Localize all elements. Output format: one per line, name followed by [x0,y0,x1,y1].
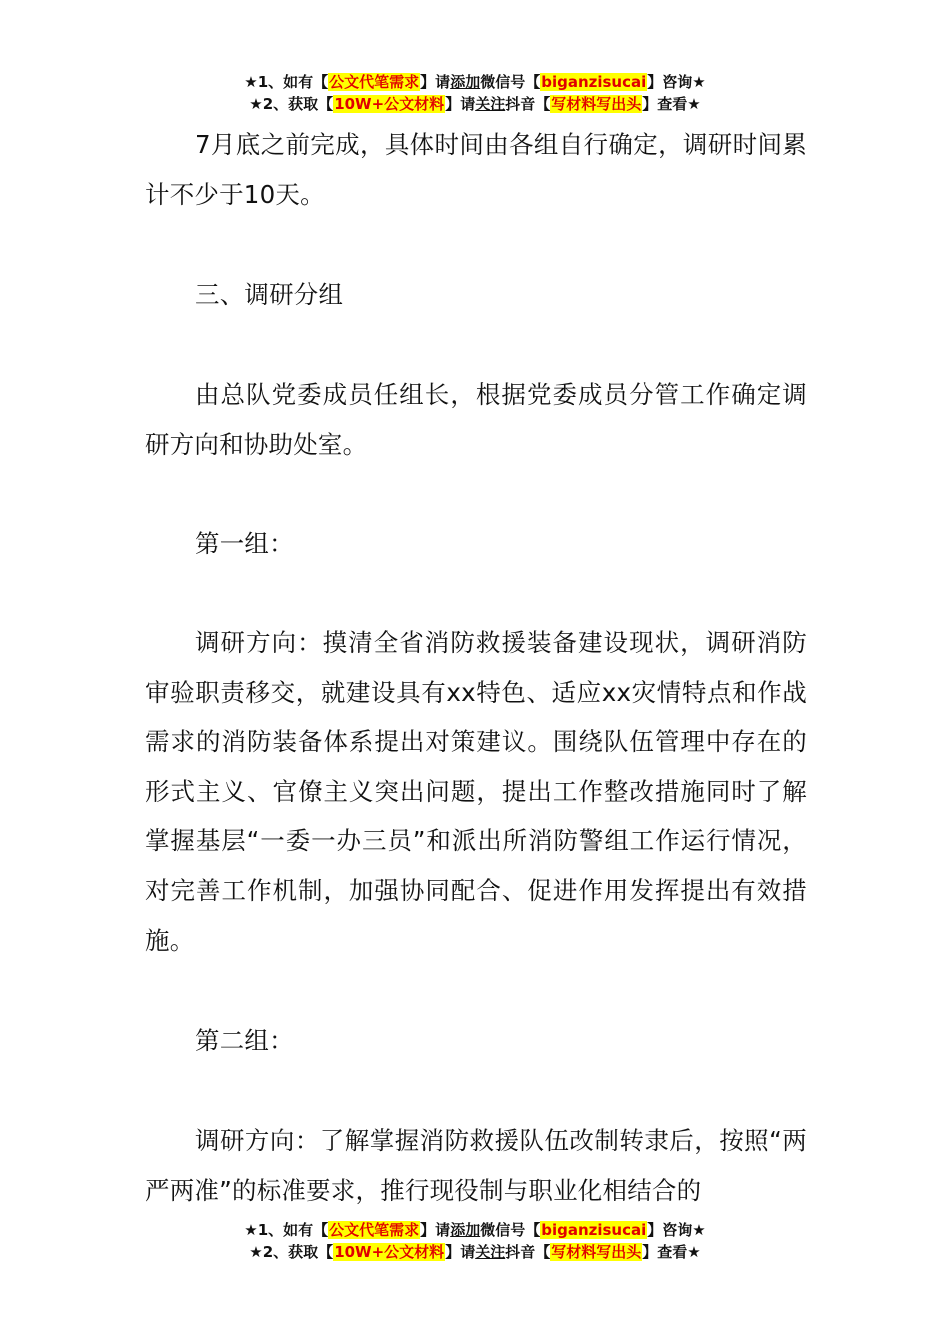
banner-underlined: 添加 [450,1221,481,1239]
banner-text: 】请 [420,73,451,91]
header-banner [0,71,950,115]
banner-text: 微信号【 [480,73,541,91]
group1-title-block [145,519,807,569]
banner-text: 】咨询★ [647,73,706,91]
banner-highlight: 10W+公文材料 [334,1243,445,1261]
banner-line-1 [0,71,950,93]
section-heading: 三、调研分组 [195,280,344,309]
banner-underlined: 关注 [475,95,506,113]
group1-text: 调研方向：摸清全省消防救援装备建设现状，调研消防审验职责移交，就建设具有xx特色、适应xx灾情特点和作战需求的消防装备体系提出对策建议。围绕队伍管理中存在的形式主义、官僚主义突出问题，提出工作整改措施同时了解掌握基层“一委一办三员”和派出所消防警组工作运行情况，对完善工作机制，加强协同配合、促进作用发挥提出有效措施。 [145,628,807,955]
banner-text: ★2、获取【 [249,1243,334,1261]
banner-text: 】查看★ [642,1243,701,1261]
banner-highlight: 写材料写出头 [551,95,642,113]
banner-highlight: biganzisucai [541,73,647,91]
banner-text: ★1、如有【 [244,1221,329,1239]
paragraph-schedule: 7月底之前完成，具体时间由各组自行确定，调研时间累计不少于10天。 [145,130,807,209]
group2-title: 第二组： [195,1026,294,1055]
footer-banner [0,1219,950,1263]
paragraph-block-groups [145,370,807,469]
section-heading-block [145,270,807,320]
banner-highlight: 写材料写出头 [551,1243,642,1261]
banner-text: 】查看★ [642,95,701,113]
banner-text: ★1、如有【 [244,73,329,91]
banner-line-1 [0,1219,950,1241]
banner-text: 】请 [445,1243,476,1261]
banner-line-2 [0,93,950,115]
document-body [145,120,807,219]
group2-text-block [145,1116,807,1215]
group1-text-block [145,618,807,965]
banner-highlight: 公文代笔需求 [329,1221,420,1239]
banner-highlight: 10W+公文材料 [334,95,445,113]
banner-text: 抖音【 [505,1243,551,1261]
group2-text: 调研方向：了解掌握消防救援队伍改制转隶后，按照“两严两准”的标准要求，推行现役制与职业化相结合的 [145,1126,807,1205]
banner-text: 】请 [420,1221,451,1239]
banner-text: 】请 [445,95,476,113]
paragraph-groups: 由总队党委成员任组长，根据党委成员分管工作确定调研方向和协助处室。 [145,380,807,459]
banner-text: 】咨询★ [647,1221,706,1239]
banner-underlined: 关注 [475,1243,506,1261]
banner-highlight: biganzisucai [541,1221,647,1239]
group2-title-block [145,1016,807,1066]
banner-text: 微信号【 [480,1221,541,1239]
banner-line-2 [0,1241,950,1263]
group1-title: 第一组： [195,529,294,558]
banner-text: ★2、获取【 [249,95,334,113]
banner-highlight: 公文代笔需求 [329,73,420,91]
banner-underlined: 添加 [450,73,481,91]
banner-text: 抖音【 [505,95,551,113]
